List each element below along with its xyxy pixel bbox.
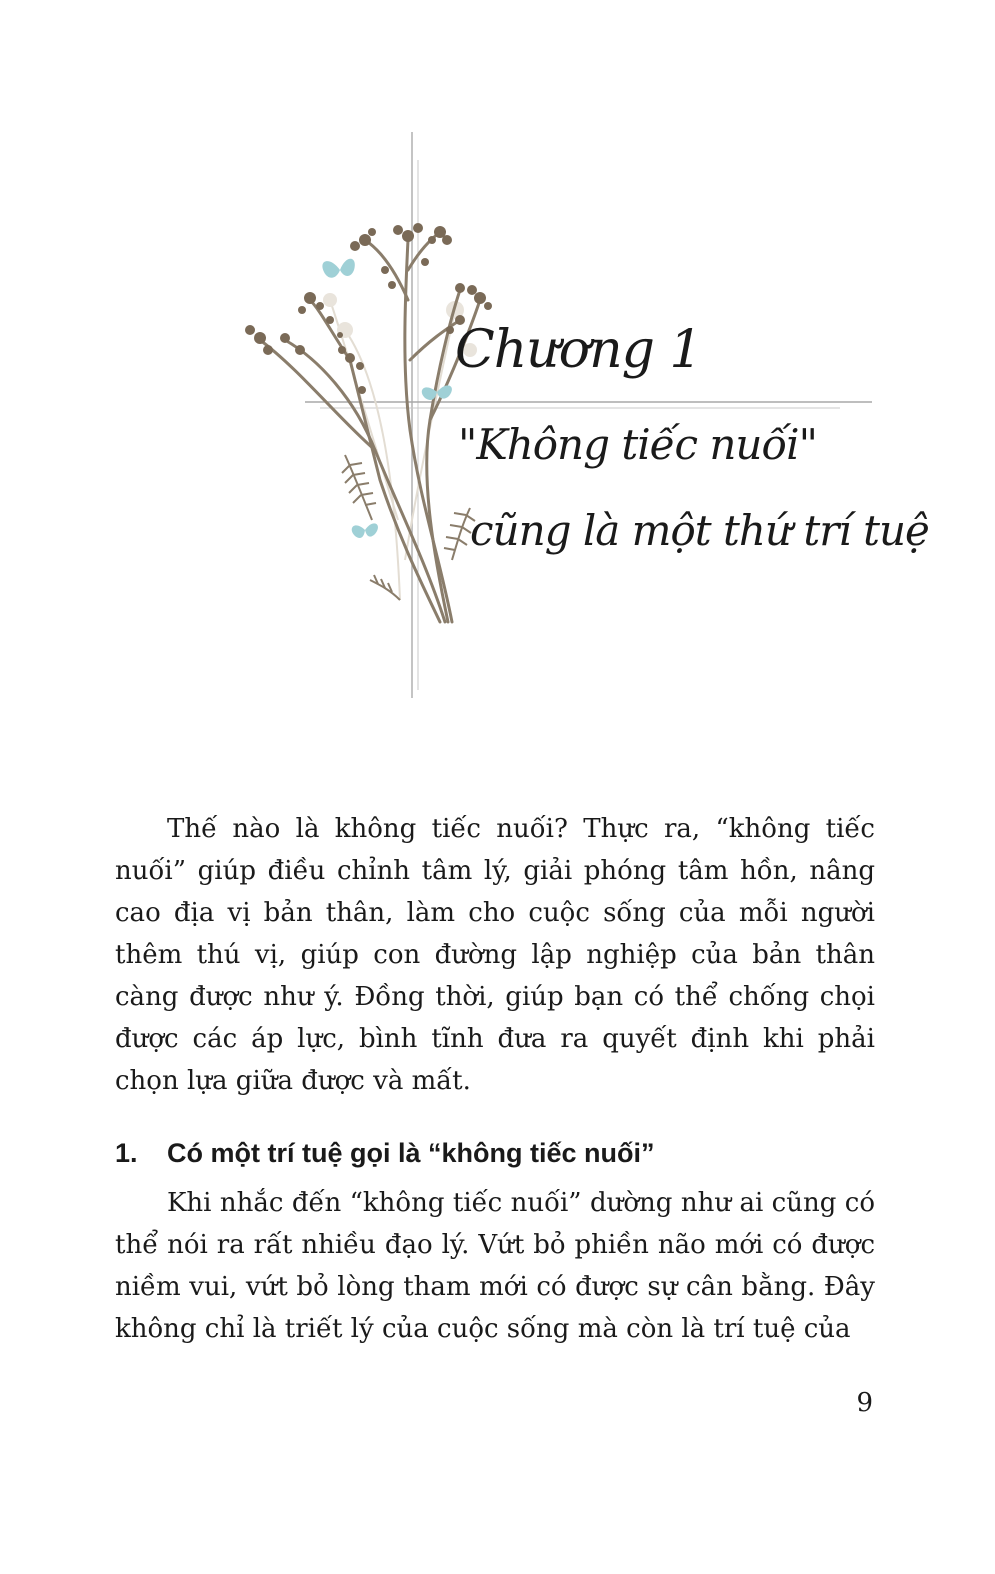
chapter-title-line1: "Không tiếc nuối" bbox=[458, 420, 817, 469]
butterfly-icon bbox=[322, 259, 354, 278]
section-heading bbox=[115, 1132, 875, 1174]
page-number: 9 bbox=[856, 1388, 873, 1418]
section-number: 1. bbox=[115, 1138, 138, 1168]
section-title: Có một trí tuệ gọi là “không tiếc nuối” bbox=[167, 1138, 655, 1168]
chapter-label: Chương 1 bbox=[455, 320, 702, 380]
chapter-title-line2: cũng là một thứ trí tuệ bbox=[470, 506, 929, 555]
intro-paragraph: Thế nào là không tiếc nuối? Thực ra, “không tiếc nuối” giúp điều chỉnh tâm lý, giải phóng tâm hồn, nâng cao địa vị bản thân, làm cho cuộc sống của mỗi người thêm thú vị, giúp con đường lập nghiệp của bản thân càng được như ý. Đồng thời, giúp bạn có thể chống chọi được các áp lực, bình tĩnh đưa ra quyết định khi phải chọn lựa giữa được và mất. bbox=[115, 814, 875, 1096]
section-paragraph: Khi nhắc đến “không tiếc nuối” dường như ai cũng có thể nói ra rất nhiều đạo lý. Vứt bỏ phiền não mới có được niềm vui, vứt bỏ lòng tham mới có được sự cân bằng. Đây không chỉ là triết lý của cuộc sống mà còn là trí tuệ của bbox=[115, 1188, 875, 1344]
butterfly-icon bbox=[352, 523, 378, 538]
